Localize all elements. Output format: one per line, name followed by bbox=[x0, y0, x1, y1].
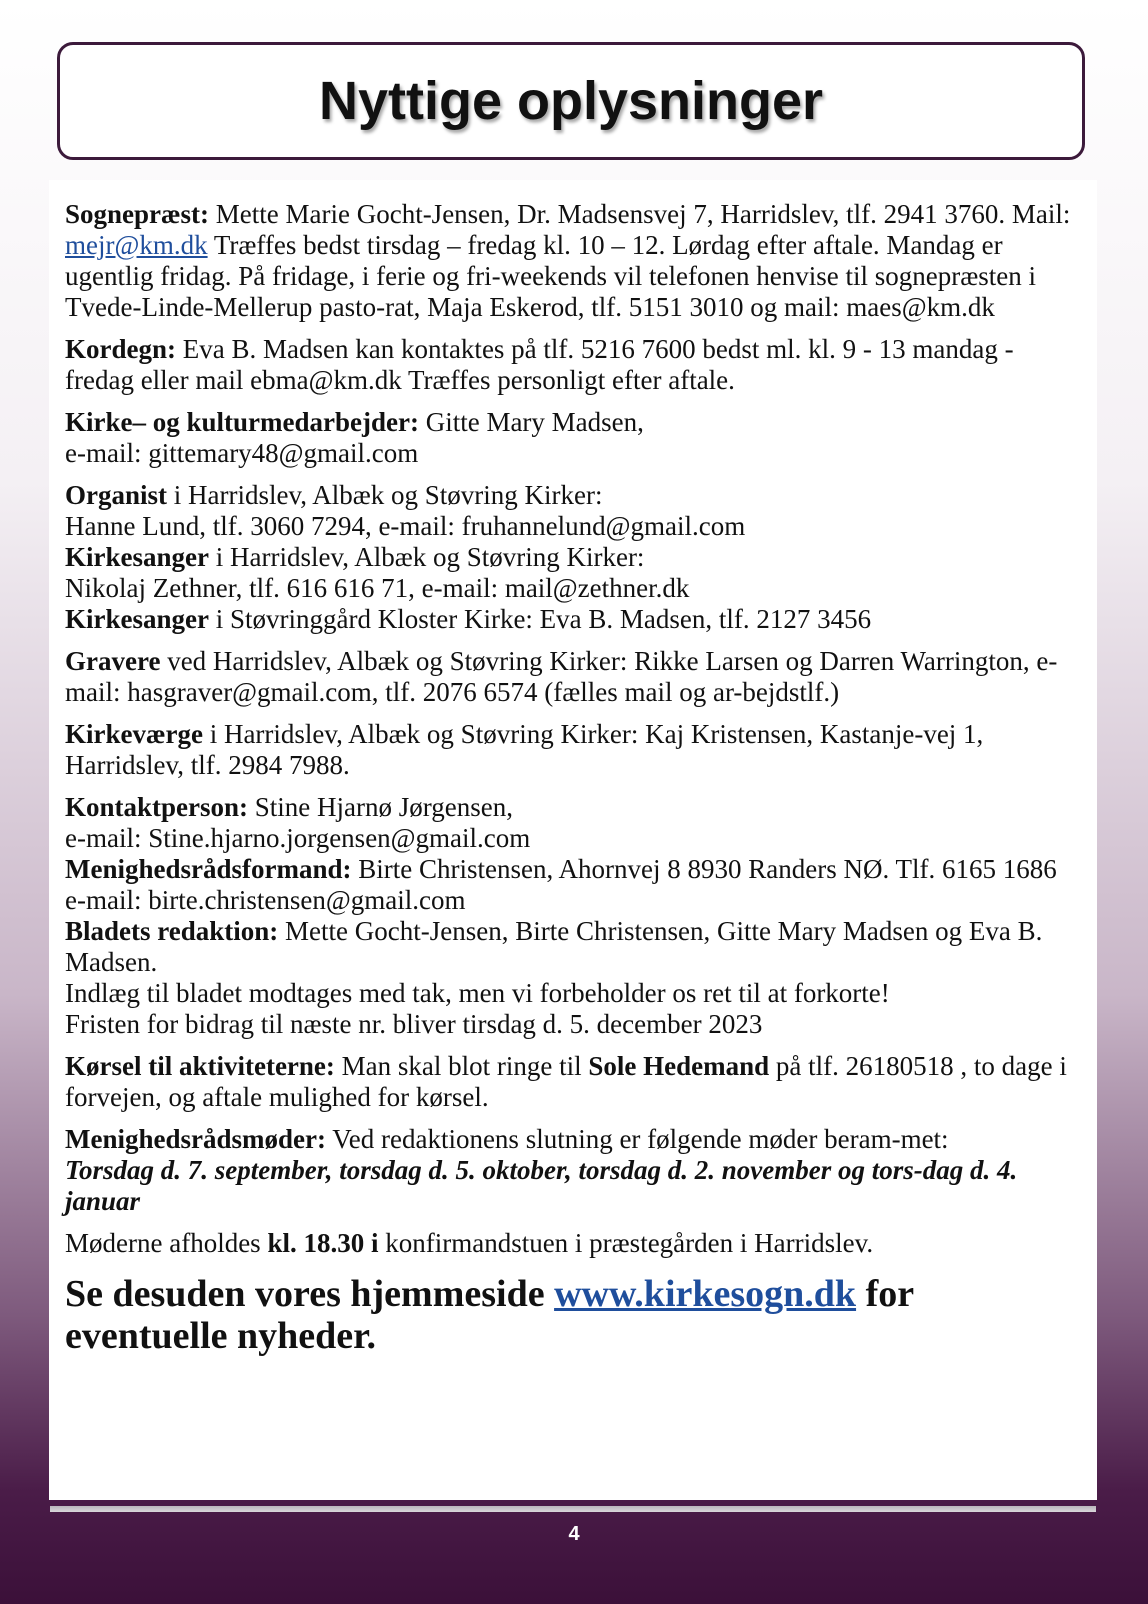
label-kirkesanger-2: Kirkesanger bbox=[65, 604, 209, 634]
label-moeder: Menighedsrådsmøder: bbox=[65, 1124, 326, 1154]
section-hjemmeside bbox=[65, 1273, 1077, 1357]
label-gravere: Gravere bbox=[65, 646, 161, 676]
text-koersel-2: på tlf. 26180518 , to dage i forvejen, og aftale mulighed for kørsel. bbox=[65, 1051, 1067, 1112]
text-sted-1: Møderne afholdes bbox=[65, 1228, 268, 1258]
text-organist-2: Hanne Lund, tlf. 3060 7294, e-mail: fruhannelund@gmail.com bbox=[65, 511, 746, 541]
text-kirkesanger-2: i Støvringgård Kloster Kirke: Eva B. Madsen, tlf. 2127 3456 bbox=[208, 604, 872, 634]
label-kontaktperson: Kontaktperson: bbox=[65, 792, 249, 822]
text-organist-1: i Harridslev, Albæk og Støvring Kirker: bbox=[167, 480, 603, 510]
page-title: Nyttige oplysninger bbox=[318, 71, 824, 131]
time-sted: kl. 18.30 i bbox=[267, 1228, 379, 1258]
text-kirkevaerge: i Harridslev, Albæk og Støvring Kirker: Kaj Kristensen, Kastanje-vej 1, Harridslev, tlf. 2984 7988. bbox=[65, 719, 984, 780]
text-moeder: Ved redaktionens slutning er følgende møder beram-met: bbox=[325, 1124, 949, 1154]
section-kirke-kultur bbox=[65, 407, 1077, 469]
section-gravere bbox=[65, 646, 1077, 708]
name-koersel: Sole Hedemand bbox=[588, 1051, 770, 1081]
section-kontakt bbox=[65, 792, 1077, 1040]
meeting-dates: Torsdag d. 7. september, torsdag d. 5. oktober, torsdag d. 2. november og tors-dag d. 4. januar bbox=[65, 1155, 1018, 1216]
text-kontaktperson-2: e-mail: Stine.hjarno.jorgensen@gmail.com bbox=[65, 823, 531, 853]
text-kirkesanger-1b: Nikolaj Zethner, tlf. 616 616 71, e-mail: mail@zethner.dk bbox=[65, 573, 690, 603]
text-sognepraest-2: Træffes bedst tirsdag – fredag kl. 10 – 12. Lørdag efter aftale. Mandag er ugentlig fridag. På fridage, i ferie og fri-weekends vil telefonen henvise til sognepræsten i Tvede-Linde-Mellerup pasto-rat, Maja Eskerod, tlf. 5151 3010 og mail: maes@km.dk bbox=[65, 230, 1036, 322]
section-sted bbox=[65, 1228, 1077, 1259]
text-kirke-kultur-1: Gitte Mary Madsen, bbox=[418, 407, 644, 437]
label-organist: Organist bbox=[65, 480, 168, 510]
title-box bbox=[57, 42, 1085, 160]
text-kirke-kultur-2: e-mail: gittemary48@gmail.com bbox=[65, 438, 419, 468]
text-kirkesanger-1a: i Harridslev, Albæk og Støvring Kirker: bbox=[208, 542, 645, 572]
text-redaktion-note-2: Fristen for bidrag til næste nr. bliver tirsdag d. 5. december 2023 bbox=[65, 1009, 763, 1039]
section-sognepraest bbox=[65, 199, 1077, 323]
text-redaktion: Mette Gocht-Jensen, Birte Christensen, Gitte Mary Madsen og Eva B. Madsen. bbox=[65, 916, 1043, 977]
section-koersel bbox=[65, 1051, 1077, 1113]
text-kontaktperson-1: Stine Hjarnø Jørgensen, bbox=[248, 792, 513, 822]
section-moeder bbox=[65, 1124, 1077, 1217]
label-kirkesanger-1: Kirkesanger bbox=[65, 542, 209, 572]
section-kordegn bbox=[65, 334, 1077, 396]
text-koersel-1: Man skal blot ringe til bbox=[334, 1051, 589, 1081]
footer-divider bbox=[50, 1506, 1096, 1512]
section-musik bbox=[65, 480, 1077, 635]
label-kirkevaerge: Kirkeværge bbox=[65, 719, 203, 749]
text-sted-2: konfirmandstuen i præstegården i Harridslev. bbox=[378, 1228, 874, 1258]
text-hjemmeside-2: for eventuelle nyheder. bbox=[65, 1273, 914, 1357]
website-link[interactable]: www.kirkesogn.dk bbox=[554, 1273, 857, 1315]
label-formand: Menighedsrådsformand: bbox=[65, 854, 352, 884]
label-koersel: Kørsel til aktiviteterne: bbox=[65, 1051, 335, 1081]
text-redaktion-note-1: Indlæg til bladet modtages med tak, men vi forbeholder os ret til at forkorte! bbox=[65, 978, 890, 1008]
text-sognepraest-1: Mette Marie Gocht-Jensen, Dr. Madsensvej 7, Harridslev, tlf. 2941 3760. Mail: bbox=[209, 199, 1071, 229]
label-kirke-kultur: Kirke– og kulturmedarbejder: bbox=[65, 407, 419, 437]
text-hjemmeside-1: Se desuden vores hjemmeside bbox=[65, 1273, 555, 1315]
section-kirkevaerge bbox=[65, 719, 1077, 781]
page-number: 4 bbox=[568, 1523, 580, 1545]
label-redaktion: Bladets redaktion: bbox=[65, 916, 279, 946]
text-kordegn: Eva B. Madsen kan kontaktes på tlf. 5216 7600 bedst ml. kl. 9 - 13 mandag - fredag eller mail ebma@km.dk Træffes personligt efter aftale. bbox=[65, 334, 1014, 395]
label-kordegn: Kordegn: bbox=[65, 334, 176, 364]
text-gravere: ved Harridslev, Albæk og Støvring Kirker: Rikke Larsen og Darren Warrington, e-mail: hasgraver@gmail.com, tlf. 2076 6574 (fælles mail og ar-bejdstlf.) bbox=[65, 646, 1058, 707]
text-formand: Birte Christensen, Ahornvej 8 8930 Randers NØ. Tlf. 6165 1686 e-mail: birte.christensen@gmail.com bbox=[65, 854, 1057, 915]
label-sognepraest: Sognepræst: bbox=[65, 199, 210, 229]
content-panel bbox=[49, 180, 1097, 1500]
email-link-mejr[interactable]: mejr@km.dk bbox=[65, 230, 208, 260]
